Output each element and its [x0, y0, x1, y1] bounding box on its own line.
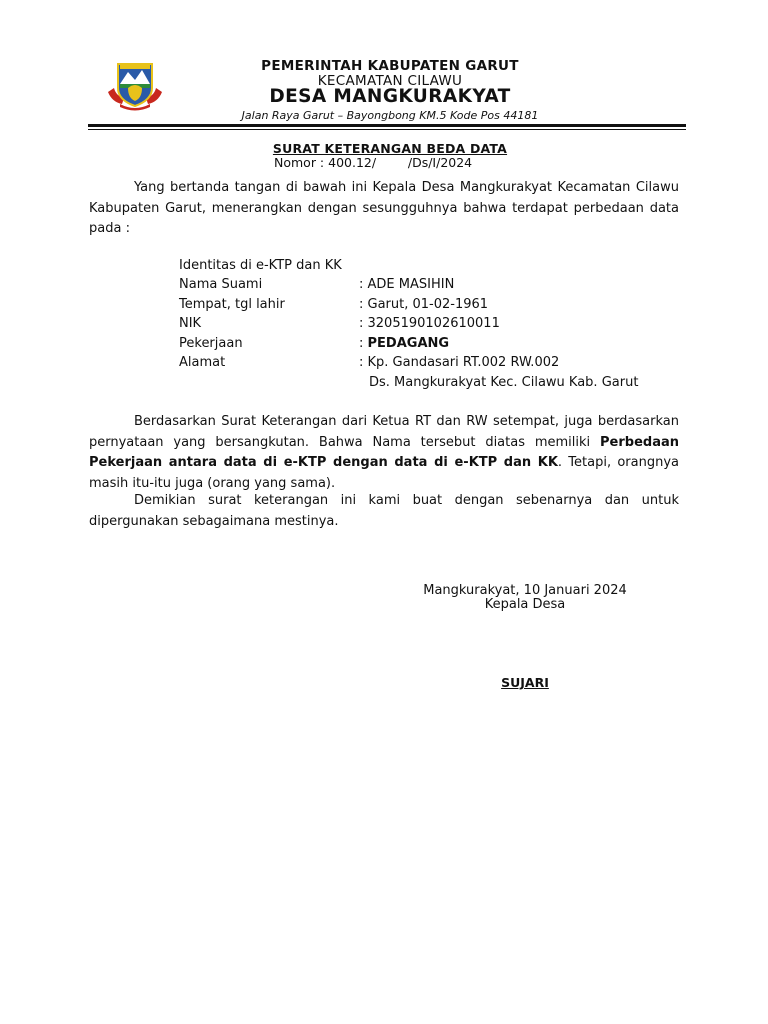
basis-text-emphasis: Perbedaan Pekerjaan antara data di e-KTP dengan data di e-KTP dan KK — [89, 434, 679, 470]
identity-value-name: : ADE MASIHIN — [359, 277, 455, 292]
letterhead-divider-thin — [88, 129, 686, 130]
letter-title: SURAT KETERANGAN BEDA DATA — [272, 141, 508, 156]
regency-emblem-icon — [106, 58, 164, 112]
identity-heading: Identitas di e-KTP dan KK — [179, 258, 342, 273]
letterhead-district: KECAMATAN CILAWU — [317, 73, 463, 89]
letterhead-address: Jalan Raya Garut – Bayongbong KM.5 Kode Pos 44181 — [241, 109, 539, 122]
identity-value-job-prefix: : — [359, 336, 368, 351]
identity-label-birth: Tempat, tgl lahir — [179, 297, 285, 312]
identity-value-nik: : 3205190102610011 — [359, 316, 500, 331]
basis-text-start: Berdasarkan Surat Keterangan dari Ketua RT dan RW setempat, juga berdasarkan pernyataan yang bersangkutan. Bahwa Nama tersebut diatas memiliki — [89, 414, 679, 450]
identity-value-job — [359, 336, 449, 351]
identity-label-job: Pekerjaan — [179, 336, 243, 351]
identity-label-name: Nama Suami — [179, 277, 263, 292]
signature-name: SUJARI — [501, 675, 549, 690]
signature-role: Kepala Desa — [484, 597, 566, 612]
identity-value-job-text: PEDAGANG — [367, 336, 450, 351]
identity-value-birth: : Garut, 01-02-1961 — [359, 297, 489, 312]
letterhead-government: PEMERINTAH KABUPATEN GARUT — [261, 58, 519, 74]
letterhead-divider-thick — [88, 124, 686, 127]
closing-paragraph: Demikian surat keterangan ini kami buat dengan sebenarnya dan untuk dipergunakan sebagaimana mestinya. — [89, 493, 679, 529]
identity-value-address: : Kp. Gandasari RT.002 RW.002 — [359, 355, 560, 370]
identity-value-address-line2: Ds. Mangkurakyat Kec. Cilawu Kab. Garut — [369, 375, 639, 390]
opening-paragraph: Yang bertanda tangan di bawah ini Kepala Desa Mangkurakyat Kecamatan Cilawu Kabupaten Garut, menerangkan dengan sesungguhnya bahwa terdapat perbedaan data pada : — [89, 180, 679, 236]
letter-number: Nomor : 400.12/ /Ds/I/2024 — [274, 155, 473, 170]
identity-label-address: Alamat — [179, 355, 226, 370]
basis-text-end: . Tetapi, orangnya masih itu-itu juga (orang yang sama). — [89, 455, 679, 491]
signature-place-date: Mangkurakyat, 10 Januari 2024 — [423, 583, 627, 598]
letterhead-village: DESA MANGKURAKYAT — [269, 86, 511, 107]
identity-label-nik: NIK — [179, 316, 202, 331]
basis-paragraph — [89, 412, 679, 494]
